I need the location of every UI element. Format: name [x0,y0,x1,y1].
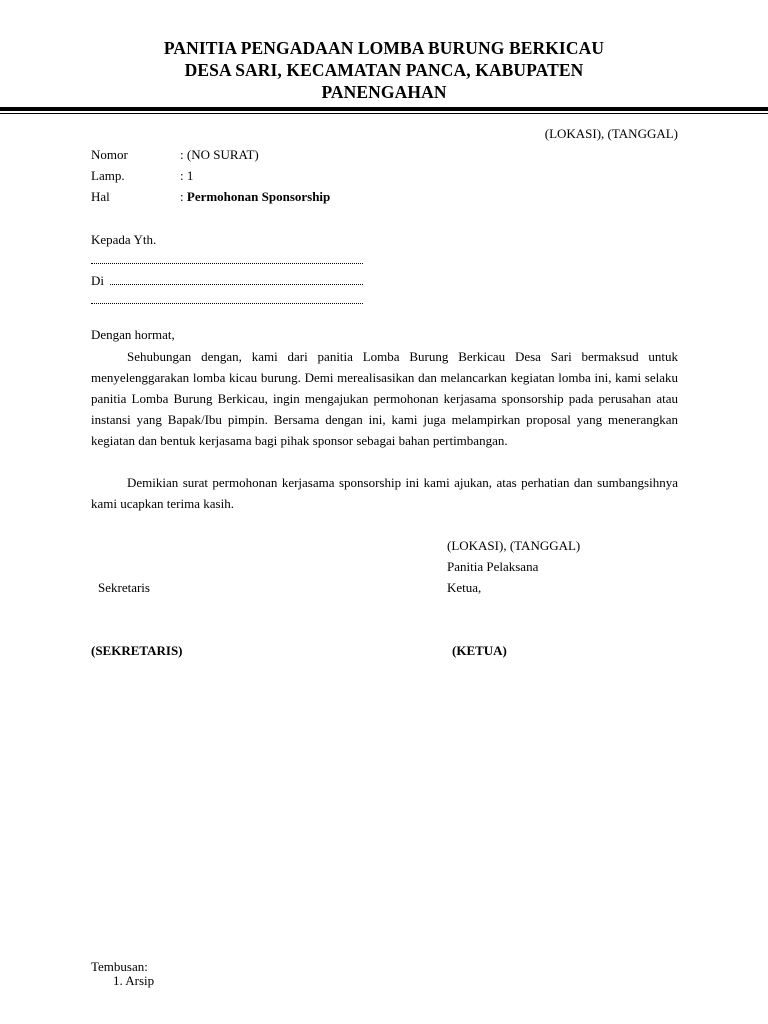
hal-label: Hal [91,189,110,204]
nomor-label: Nomor [91,147,128,162]
recipient-address-blank [110,284,363,285]
letterhead-line-3: PANENGAHAN [321,82,447,102]
hal-value-line [180,189,330,205]
lamp-label: Lamp. [91,168,125,183]
signature-right-role: Ketua, [447,580,482,595]
hal-subject: Permohonan Sponsorship [186,189,331,204]
hal-colon: : [180,189,184,204]
recipient-address-blank-2 [91,303,363,304]
salutation: Dengan hormat, [91,327,175,342]
copies-label: Tembusan: [91,959,148,974]
lamp-value: : 1 [180,168,194,183]
letterhead-divider-thick [0,107,768,111]
nomor-value: : (NO SURAT) [180,147,259,162]
recipient-name-blank [91,263,363,264]
letterhead-line-2: DESA SARI, KECAMATAN PANCA, KABUPATEN [184,60,584,80]
letterhead-line-1: PANITIA PENGADAAN LOMBA BURUNG BERKICAU [163,38,605,58]
signature-left-role: Sekretaris [98,580,150,595]
signature-committee: Panitia Pelaksana [447,559,539,574]
signature-right-name: (KETUA) [452,643,507,658]
recipient-greeting: Kepada Yth. [91,232,157,247]
body-paragraph-1: Sehubungan dengan, kami dari panitia Lomba Burung Berkicau Desa Sari bermaksud untuk menyelenggarakan lomba kicau burung. Demi merealisasikan dan melancarkan kegiatan lomba ini, kami selaku panitia Lomba Burung Berkicau, ingin mengajukan permohonan kerjasama sponsorship pada perusahan atau instansi yang Bapak/Ibu pimpin. Bersama dengan ini, kami juga melampirkan proposal yang menerangkan kegiatan dan bentuk kerjasama bagi pihak sponsor sebagai bahan pertimbangan. [91,349,678,448]
signature-left-name: (SEKRETARIS) [91,643,183,658]
letterhead-divider-thin [0,113,768,114]
copies-item-1: 1. Arsip [113,973,155,988]
place-date-top: (LOKASI), (TANGGAL) [544,126,678,141]
recipient-di-label: Di [91,273,104,288]
body-paragraph-2: Demikian surat permohonan kerjasama sponsorship ini kami ajukan, atas perhatian dan sumbangsihnya kami ucapkan terima kasih. [91,475,678,511]
signature-place-date: (LOKASI), (TANGGAL) [447,538,581,553]
